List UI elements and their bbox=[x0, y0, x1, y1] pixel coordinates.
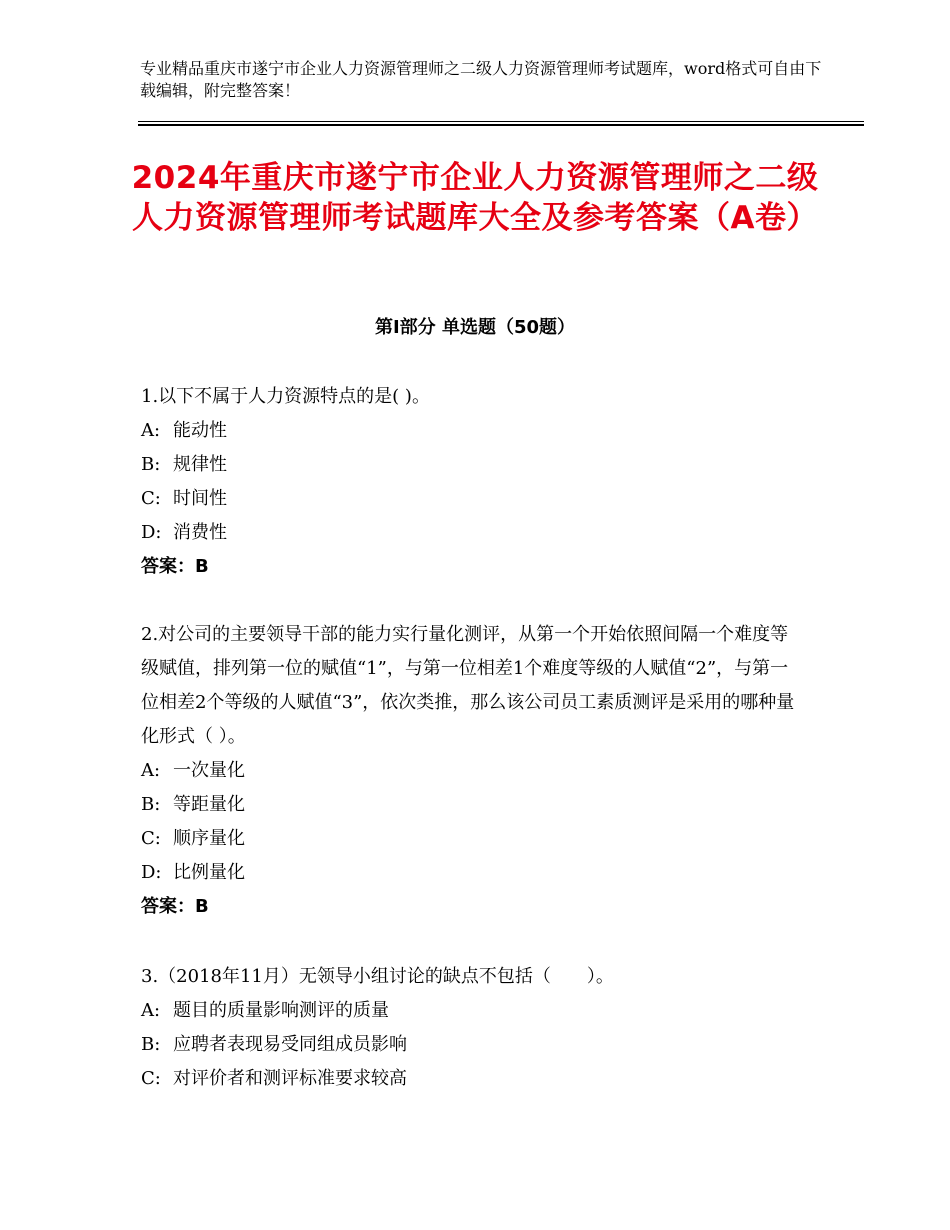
option-text: 一次量化 bbox=[173, 760, 245, 781]
option-text: 对评价者和测评标准要求较高 bbox=[173, 1068, 407, 1089]
question-option bbox=[141, 414, 801, 448]
header-divider bbox=[138, 121, 864, 127]
option-text: 应聘者表现易受同组成员影响 bbox=[173, 1034, 407, 1055]
option-text: 消费性 bbox=[173, 522, 227, 543]
option-text: 顺序量化 bbox=[173, 828, 245, 849]
option-key: D: bbox=[141, 522, 162, 543]
option-text: 规律性 bbox=[173, 454, 227, 475]
option-text: 能动性 bbox=[173, 420, 227, 441]
question-option bbox=[141, 516, 801, 550]
option-key: B: bbox=[141, 454, 161, 475]
question-answer: 答案：B bbox=[141, 556, 209, 577]
question-option bbox=[141, 994, 801, 1028]
option-text: 比例量化 bbox=[173, 862, 245, 883]
question-stem: 2.对公司的主要领导干部的能力实行量化测评，从第一个开始依照间隔一个难度等级赋值，排列第一位的赋值“1”，与第一位相差1个难度等级的人赋值“2”，与第一位相差2个等级的人赋值“3”，依次类推，那么该公司员工素质测评是采用的哪种量化形式（ ）。 bbox=[141, 624, 795, 747]
question-answer: 答案：B bbox=[141, 896, 209, 917]
option-text: 题目的质量影响测评的质量 bbox=[173, 1000, 389, 1021]
question-option bbox=[141, 1028, 801, 1062]
option-key: A: bbox=[141, 1000, 161, 1021]
question-1 bbox=[141, 380, 801, 584]
header-note: 专业精品重庆市遂宁市企业人力资源管理师之二级人力资源管理师考试题库，word格式可自由下载编辑，附完整答案！ bbox=[140, 59, 822, 100]
question-option bbox=[141, 448, 801, 482]
option-key: A: bbox=[141, 760, 161, 781]
question-stem: 3.（2018年11月）无领导小组讨论的缺点不包括（ ）。 bbox=[141, 966, 614, 987]
option-key: D: bbox=[141, 862, 162, 883]
option-text: 时间性 bbox=[173, 488, 227, 509]
option-key: B: bbox=[141, 1034, 161, 1055]
question-option bbox=[141, 754, 801, 788]
question-option bbox=[141, 1062, 801, 1096]
option-text: 等距量化 bbox=[173, 794, 245, 815]
question-3 bbox=[141, 960, 801, 1096]
question-stem: 1.以下不属于人力资源特点的是( )。 bbox=[141, 386, 430, 407]
option-key: C: bbox=[141, 1068, 161, 1089]
question-option bbox=[141, 788, 801, 822]
document-title: 2024年重庆市遂宁市企业人力资源管理师之二级人力资源管理师考试题库大全及参考答案（A卷） bbox=[131, 160, 819, 236]
option-key: B: bbox=[141, 794, 161, 815]
question-2 bbox=[141, 618, 801, 924]
option-key: C: bbox=[141, 488, 161, 509]
question-option bbox=[141, 822, 801, 856]
option-key: A: bbox=[141, 420, 161, 441]
question-option bbox=[141, 482, 801, 516]
question-option bbox=[141, 856, 801, 890]
section-title: 第Ⅰ部分 单选题（50题） bbox=[374, 317, 575, 338]
option-key: C: bbox=[141, 828, 161, 849]
